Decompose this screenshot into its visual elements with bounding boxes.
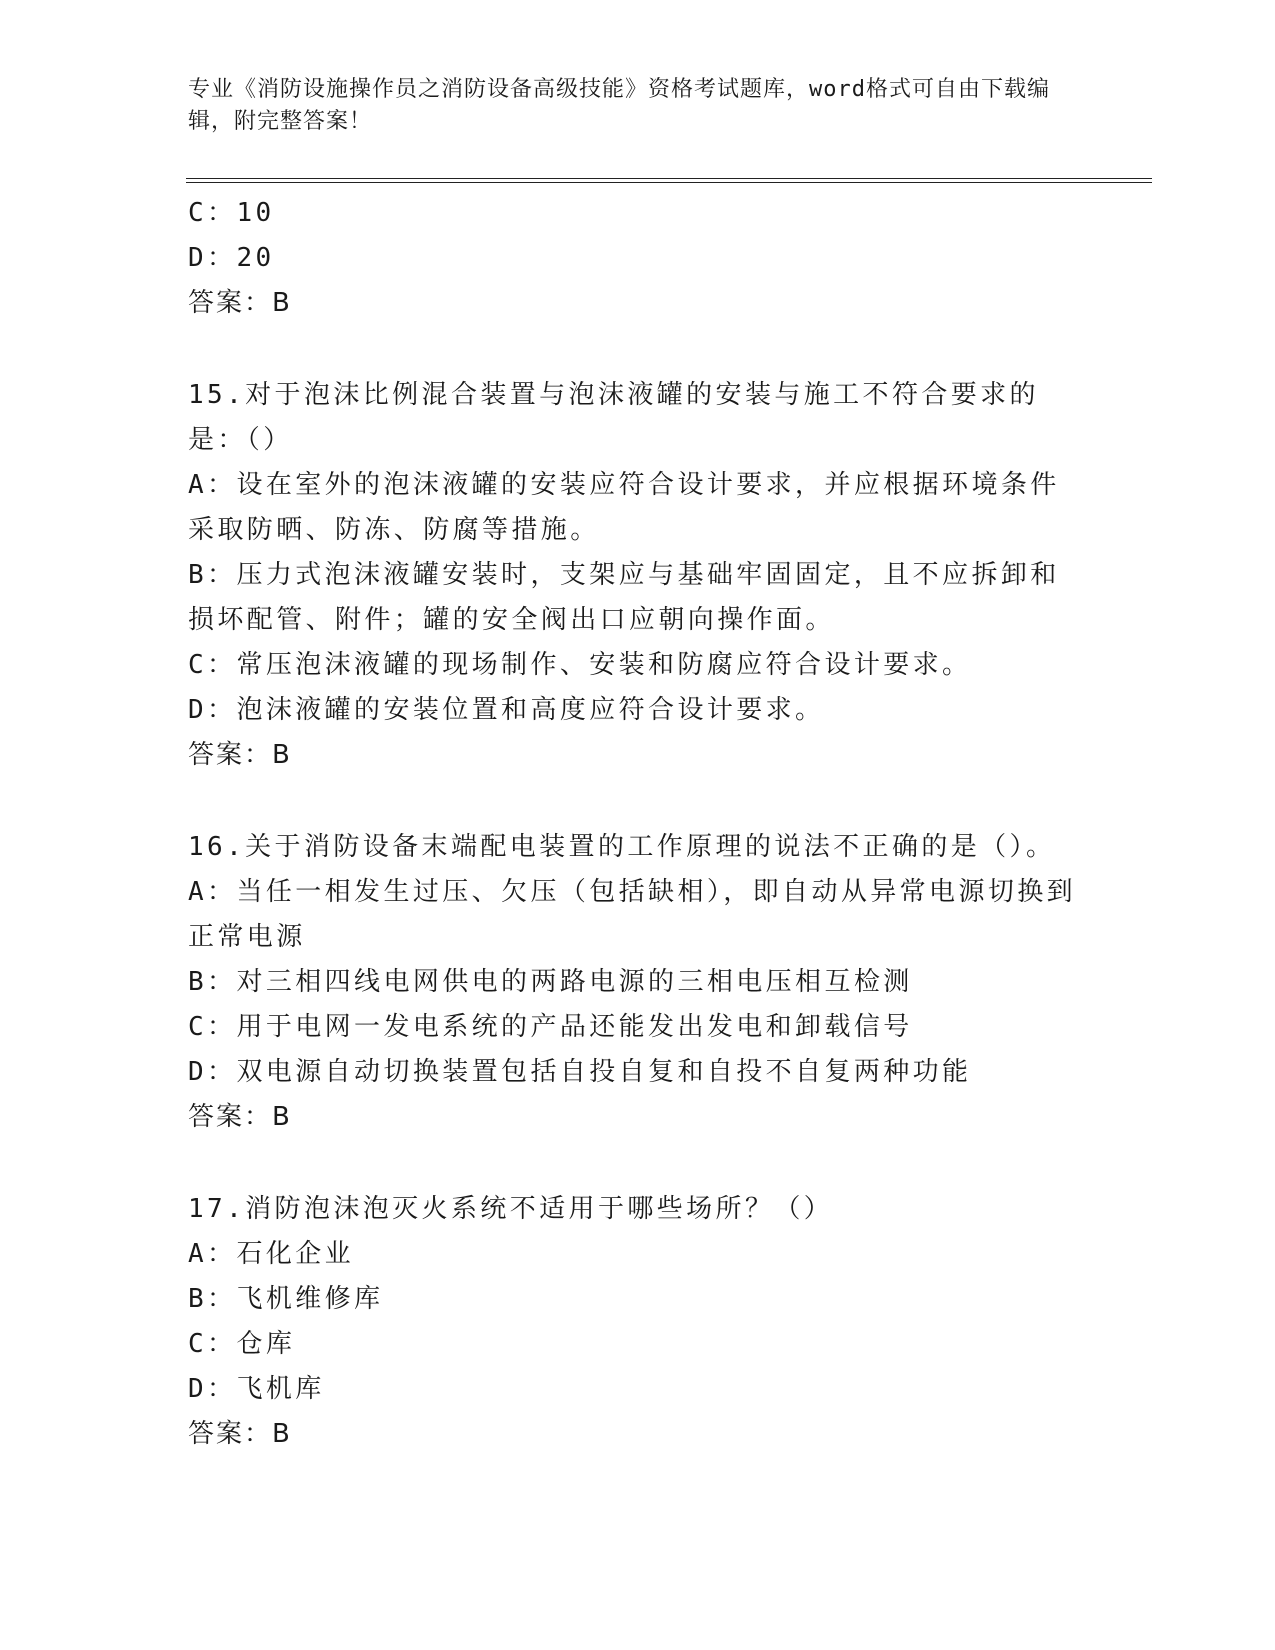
option-c: C：仓库	[188, 1329, 296, 1359]
question-title: 16.关于消防设备末端配电装置的工作原理的说法不正确的是（）。	[188, 832, 1056, 862]
option-b: B：对三相四线电网供电的两路电源的三相电压相互检测	[188, 967, 913, 997]
option-d: D：飞机库	[188, 1374, 325, 1404]
question-16	[188, 825, 1088, 1140]
option-c: C：10	[188, 198, 275, 228]
question-17	[188, 1187, 1088, 1457]
option-b: B：飞机维修库	[188, 1284, 384, 1314]
option-d: D：泡沫液罐的安装位置和高度应符合设计要求。	[188, 695, 825, 725]
option-a: A：石化企业	[188, 1239, 355, 1269]
question-list	[188, 191, 1088, 1457]
answer-line: 答案：B	[188, 1102, 292, 1132]
option-a: A：设在室外的泡沫液罐的安装应符合设计要求，并应根据环境条件采取防晒、防冻、防腐等措施。	[188, 470, 1060, 545]
document-header: 专业《消防设施操作员之消防设备高级技能》资格考试题库，word格式可自由下载编辑，附完整答案！	[188, 77, 1050, 134]
previous-question-tail	[188, 191, 1088, 326]
answer-line: 答案：B	[188, 740, 292, 770]
question-15	[188, 373, 1088, 778]
option-d: D：双电源自动切换装置包括自投自复和自投不自复两种功能	[188, 1057, 972, 1087]
answer-line: 答案：B	[188, 288, 292, 318]
option-c: C：常压泡沫液罐的现场制作、安装和防腐应符合设计要求。	[188, 650, 972, 680]
option-a: A：当任一相发生过压、欠压（包括缺相），即自动从异常电源切换到正常电源	[188, 877, 1077, 952]
option-b: B：压力式泡沫液罐安装时，支架应与基础牢固固定，且不应拆卸和损坏配管、附件；罐的安全阀出口应朝向操作面。	[188, 560, 1060, 635]
option-c: C：用于电网一发电系统的产品还能发出发电和卸载信号	[188, 1012, 913, 1042]
header-divider-bottom	[186, 182, 1152, 183]
question-title: 15.对于泡沫比例混合装置与泡沫液罐的安装与施工不符合要求的是：（）	[188, 380, 1039, 455]
answer-line: 答案：B	[188, 1419, 292, 1449]
question-title: 17.消防泡沫泡灭火系统不适用于哪些场所？（）	[188, 1194, 834, 1224]
option-d: D：20	[188, 243, 275, 273]
header-divider-top	[186, 178, 1152, 179]
